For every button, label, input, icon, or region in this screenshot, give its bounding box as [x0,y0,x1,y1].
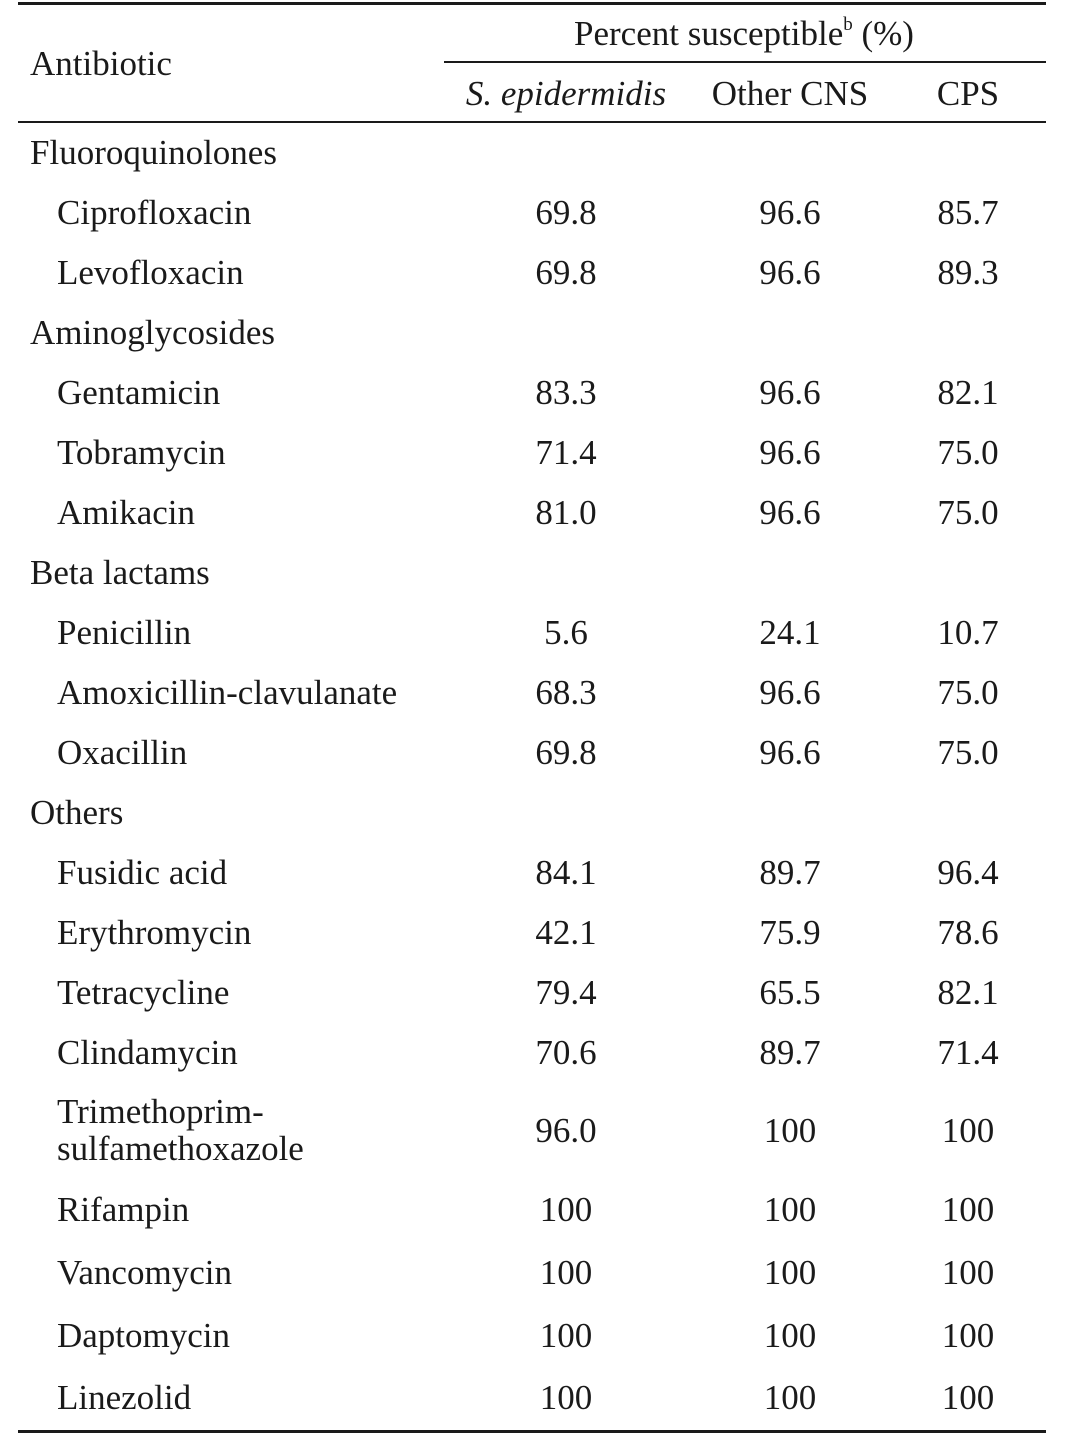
cps-value: 96.4 [937,853,999,892]
s-epidermidis-value: 69.8 [535,253,597,292]
other-cns-value: 89.7 [759,1033,821,1072]
antibiotic-name: Tobramycin [57,433,226,472]
column-header-other-cns: Other CNS [711,74,869,113]
antibiotic-name-line-2: sulfamethoxazole [57,1129,304,1168]
antibiotic-name: Oxacillin [57,733,188,772]
cps-value: 82.1 [937,373,999,412]
other-cns-value: 96.6 [759,373,821,412]
s-epidermidis-value: 81.0 [535,493,597,532]
other-cns-value: 89.7 [759,853,821,892]
antibiotic-name: Fusidic acid [57,853,228,892]
cps-value: 82.1 [937,973,999,1012]
antibiotic-class-label: Fluoroquinolones [30,133,277,172]
antibiotic-class-label: Aminoglycosides [30,313,275,352]
other-cns-value: 100 [763,1316,817,1355]
cps-value: 75.0 [937,673,999,712]
table-top-rule [18,2,1046,5]
other-cns-value: 100 [763,1190,817,1229]
s-epidermidis-value: 68.3 [535,673,597,712]
antibiotic-name: Gentamicin [57,373,221,412]
other-cns-value: 100 [763,1111,817,1150]
other-cns-value: 100 [763,1253,817,1292]
column-header-cps: CPS [936,74,1000,113]
percent-susceptible-header [444,14,1044,54]
s-epidermidis-value: 42.1 [535,913,597,952]
table-bottom-rule [18,1430,1046,1433]
s-epidermidis-value: 69.8 [535,193,597,232]
other-cns-value: 96.6 [759,193,821,232]
column-header-s-epidermidis: S. epidermidis [465,74,667,113]
antibiotic-name: Rifampin [57,1190,190,1229]
antibiotic-name: Vancomycin [57,1253,232,1292]
s-epidermidis-value: 100 [539,1253,593,1292]
cps-value: 10.7 [937,613,999,652]
antibiotic-name: Penicillin [57,613,192,652]
other-cns-value: 24.1 [759,613,821,652]
other-cns-value: 96.6 [759,733,821,772]
cps-value: 75.0 [937,733,999,772]
antibiotic-name: Amikacin [57,493,196,532]
s-epidermidis-value: 83.3 [535,373,597,412]
antibiotic-column-header: Antibiotic [30,44,172,83]
cps-value: 85.7 [937,193,999,232]
cps-value: 78.6 [937,913,999,952]
s-epidermidis-value: 70.6 [535,1033,597,1072]
s-epidermidis-value: 100 [539,1190,593,1229]
other-cns-value: 96.6 [759,253,821,292]
antibiotic-name: Amoxicillin-clavulanate [57,673,398,712]
other-cns-value: 96.6 [759,493,821,532]
s-epidermidis-value: 100 [539,1378,593,1417]
antibiotic-name-line-1: Trimethoprim- [57,1092,264,1131]
cps-value: 100 [941,1378,995,1417]
other-cns-value: 96.6 [759,673,821,712]
antibiotic-name [57,1093,304,1167]
antibiotic-class-label: Others [30,793,124,832]
other-cns-value: 75.9 [759,913,821,952]
s-epidermidis-value: 84.1 [535,853,597,892]
antibiotic-name: Linezolid [57,1378,192,1417]
s-epidermidis-value: 100 [539,1316,593,1355]
other-cns-value: 100 [763,1378,817,1417]
s-epidermidis-value: 96.0 [535,1111,597,1150]
other-cns-value: 65.5 [759,973,821,1012]
cps-value: 75.0 [937,493,999,532]
antibiotic-class-label: Beta lactams [30,553,210,592]
cps-value: 89.3 [937,253,999,292]
antibiotic-name: Levofloxacin [57,253,244,292]
footnote-marker-b: b [843,14,853,35]
antibiotic-name: Tetracycline [57,973,230,1012]
percent-unit: (%) [861,14,914,53]
header-bottom-rule [18,121,1046,123]
antibiotic-name: Clindamycin [57,1033,238,1072]
percent-susceptible-label: Percent susceptible [574,14,844,53]
cps-value: 75.0 [937,433,999,472]
cps-value: 71.4 [937,1033,999,1072]
cps-value: 100 [941,1111,995,1150]
antibiotic-name: Ciprofloxacin [57,193,252,232]
cps-value: 100 [941,1316,995,1355]
s-epidermidis-value: 69.8 [535,733,597,772]
s-epidermidis-value: 5.6 [544,613,588,652]
antibiotic-name: Erythromycin [57,913,252,952]
antibiotic-name: Daptomycin [57,1316,231,1355]
group-header-rule [444,61,1046,63]
s-epidermidis-value: 79.4 [535,973,597,1012]
s-epidermidis-value: 71.4 [535,433,597,472]
cps-value: 100 [941,1253,995,1292]
other-cns-value: 96.6 [759,433,821,472]
cps-value: 100 [941,1190,995,1229]
